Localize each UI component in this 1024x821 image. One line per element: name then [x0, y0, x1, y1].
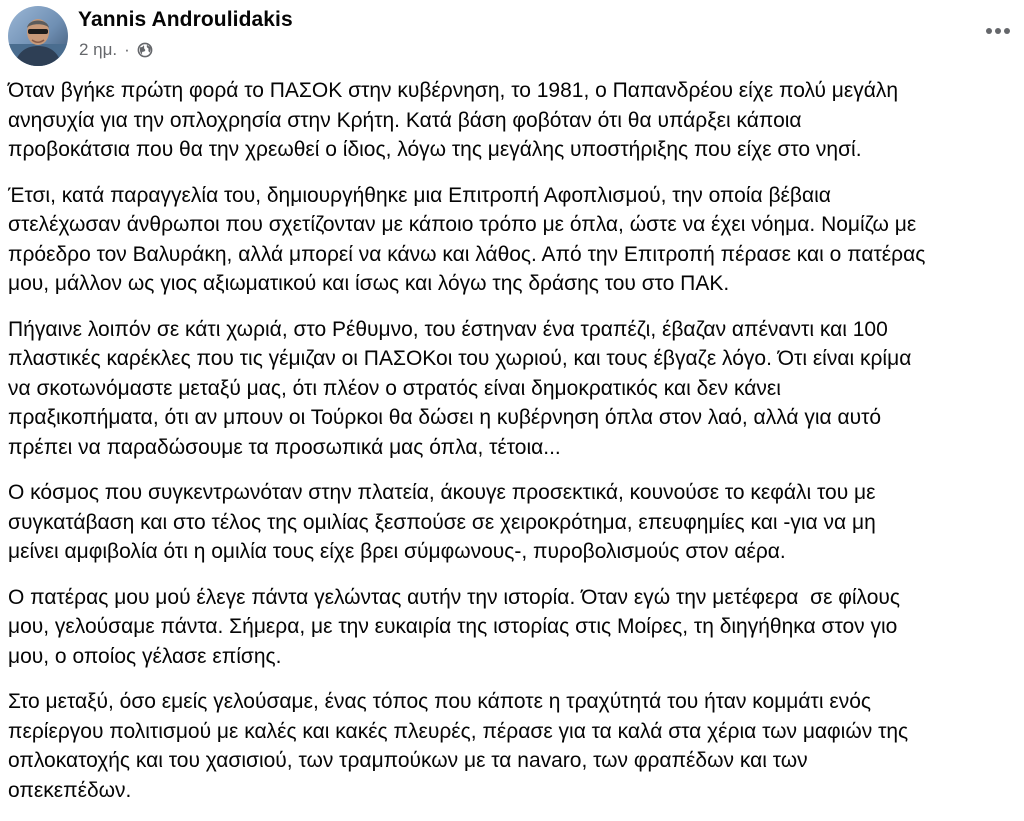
meta-separator: ·	[124, 40, 130, 59]
post-meta	[79, 40, 153, 60]
post-paragraph: Όταν βγήκε πρώτη φορά το ΠΑΣΟΚ στην κυβέρνηση, το 1981, ο Παπανδρέου είχε πολύ μεγάλη ανησυχία για την οπλοχρησία στην Κρήτη. Κατά βάση φοβόταν ότι θα υπάρξει κάποια προβοκάτσια που θα την χρεωθεί ο ίδιος, λόγω της μεγάλης υποστήριξης που είχε στο νησί.	[8, 79, 899, 161]
globe-icon[interactable]	[137, 42, 153, 58]
post-header	[8, 6, 1016, 68]
author-avatar[interactable]	[8, 6, 68, 66]
more-horizontal-icon	[985, 27, 1011, 35]
more-options-button[interactable]	[980, 16, 1016, 46]
post-paragraph: Ο κόσμος που συγκεντρωνόταν στην πλατεία, άκουγε προσεκτικά, κουνούσε το κεφάλι του με συγκατάβαση και στο τέλος της ομιλίας ξεσπούσε σε χειροκρότημα, επευφημίες και -για να μη μείνει αμφιβολία ότι η ομιλία τους είχε βρει σύμφωνους-, πυροβολισμούς στον αέρα.	[8, 481, 876, 563]
post-paragraph: Πήγαινε λοιπόν σε κάτι χωριά, στο Ρέθυμνο, του έστηναν ένα τραπέζι, έβαζαν απέναντι και 100 πλαστικές καρέκλες που τις γέμιζαν οι ΠΑΣΟΚοι του χωριού, και τους έβγαζε λόγο. Ότι είναι κρίμα να σκοτωνόμαστε μεταξύ μας, ότι πλέον ο στρατός είναι δημοκρατικός και δεν κάνει πραξικοπήματα, ότι αν μπουν οι Τούρκοι θα δώσει η κυβέρνηση όπλα στον λαό, αλλά για αυτό πρέπει να παραδώσουμε τα προσωπικά μας όπλα, τέτοια...	[8, 317, 912, 459]
post-body	[8, 76, 1018, 821]
post-paragraph: Έτσι, κατά παραγγελία του, δημιουργήθηκε μια Επιτροπή Αφοπλισμού, την οποία βέβαια στελέχωσαν άνθρωποι που σχετίζονταν με κάποιο τρόπο με όπλα, ώστε να έχει νόημα. Νομίζω με πρόεδρο τον Βαλυράκη, αλλά μπορεί να κάνω και λάθος. Από την Επιτροπή πέρασε και ο πατέρας μου, μάλλον ως γιος αξιωματικού και ίσως και λόγω της δράσης του στο ΠΑΚ.	[8, 183, 926, 295]
post-paragraph: Ο πατέρας μου μού έλεγε πάντα γελώντας αυτήν την ιστορία. Όταν εγώ την μετέφερα σε φίλους μου, γελούσαμε πάντα. Σήμερα, με την ευκαιρία της ιστορίας στις Μοίρες, τη διηγήθηκα στον γιο μου, ο οποίος γέλασε επίσης.	[8, 585, 901, 668]
author-name[interactable]: Yannis Androulidakis	[78, 8, 293, 31]
post-paragraph: Στο μεταξύ, όσο εμείς γελούσαμε, ένας τόπος που κάποτε η τραχύτητά του ήταν κομμάτι ενός περίεργου πολιτισμού με καλές και κακές πλευρές, πέρασε για τα καλά στα χέρια των μαφιών της οπλοκατοχής και του χασισιού, των τραμπούκων με τα navaro, των φραπέδων και των οπεκεπέδων.	[8, 690, 909, 802]
avatar-photo	[8, 6, 68, 66]
post-timestamp[interactable]: 2 ημ.	[79, 40, 118, 59]
